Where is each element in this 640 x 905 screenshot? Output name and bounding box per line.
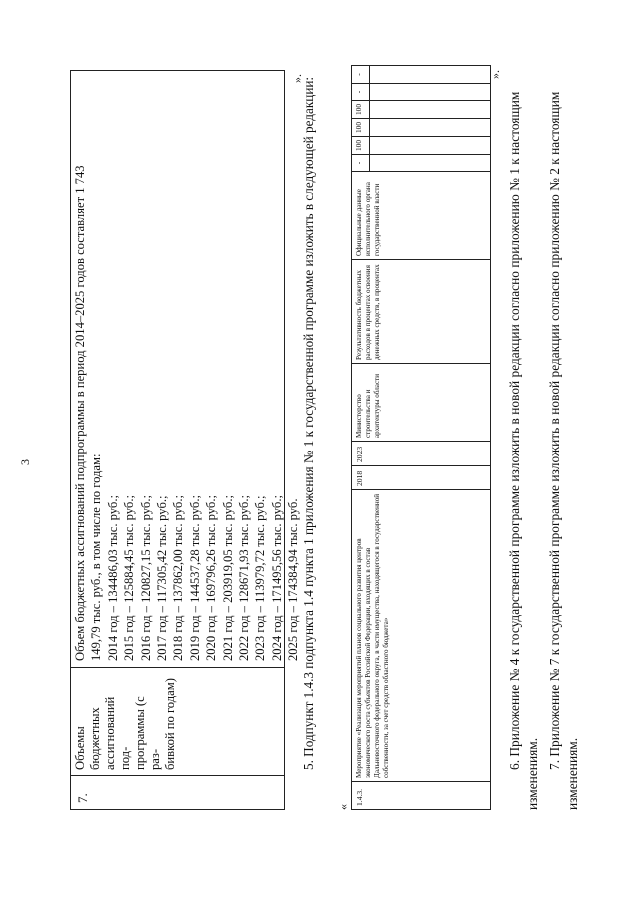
paragraph-7: 7. Приложение № 7 к государственной программе изложить в новой редакции согласно приложению № 2 к настоящим изменениям. [547,91,580,810]
value-cell: - [352,84,370,100]
paragraph-6: 6. Приложение № 4 к государственной программе изложить в новой редакции согласно приложению № 1 к настоящим изменениям. [507,91,540,810]
budget-allocation-table [70,70,301,810]
year-line: 2019 год – 144537,28 тыс. руб.; [187,495,202,661]
measure-table [351,65,491,810]
budget-intro-line: Объем бюджетных ассигнований подпрограммы в период 2014–2025 годов составляет 1 743 [73,165,87,661]
value-cell: - [352,155,370,171]
opening-quote: « [336,804,350,810]
year-line: 2025 год – 174384,94 тыс. руб. [286,498,301,661]
budget-values-cell [71,71,301,667]
row-label-cell [71,667,284,775]
year-line: 2020 год – 169796,26 тыс. руб.; [204,495,219,661]
source-cell: Официальные данные исполнительного органа государственной власти [352,171,490,259]
value-cell: 100 [352,101,370,118]
value-column [352,66,490,83]
value-cell: 100 [352,119,370,136]
year-end-cell: 2023 [352,441,490,465]
value-cell: 100 [352,137,370,154]
label-line: бивкой по годам) [163,678,177,770]
label-line: Объемы бюджетных [73,707,102,770]
year-line: 2024 год – 171495,56 тыс. руб.; [269,495,284,661]
year-line: 2023 год – 113979,72 тыс. руб.; [253,495,268,661]
label-line: ассигнований под- [103,696,132,770]
label-line: программы (с раз- [133,696,162,770]
measure-title-cell: Мероприятие «Реализация мероприятий планов социального развития центров экономического роста субъектов Российской Федерации, входящих в состав Дальневосточного федерального округа, в части имущества, находящегося в государственной собственности, за счет средств областного бюджета» [352,489,490,781]
closing-quote: ». [488,70,502,79]
year-line: 2018 год – 137862,00 тыс. руб.; [171,495,186,661]
value-column [352,154,490,171]
executor-cell: Министерство строительства и архитектуры области [352,363,490,441]
closing-quote: ». [290,74,304,83]
indicator-cell: Результативность бюджетных расходов в процентах освоения денежных средств, в процентах [352,259,490,363]
paragraph-5: 5. Подпункт 1.4.3 подпункта 1.4 пункта 1 приложения № 1 к государственной программе изложить в следующей редакции: [301,76,316,770]
budget-intro-line: 149,79 тыс. руб., в том числе по годам: [89,453,104,661]
value-column [352,136,490,154]
year-line: 2021 год – 203919,05 тыс. руб.; [220,495,235,661]
year-line: 2014 год – 134486,03 тыс. руб.; [105,495,120,661]
year-start-cell: 2018 [352,465,490,489]
value-cell: - [352,66,370,83]
year-line: 2022 год – 128671,93 тыс. руб.; [237,495,252,661]
year-line: 2017 год – 117305,42 тыс. руб.; [155,495,170,661]
year-line: 2015 год – 125884,45 тыс. руб.; [122,495,137,661]
page-number: 3 [18,459,32,465]
value-column [352,100,490,118]
row-number-cell: 7. [71,775,284,809]
measure-number-cell: 1.4.3. [352,781,490,809]
year-line: 2016 год – 120827,15 тыс. руб.; [138,495,153,661]
value-column [352,83,490,100]
value-column [352,118,490,136]
